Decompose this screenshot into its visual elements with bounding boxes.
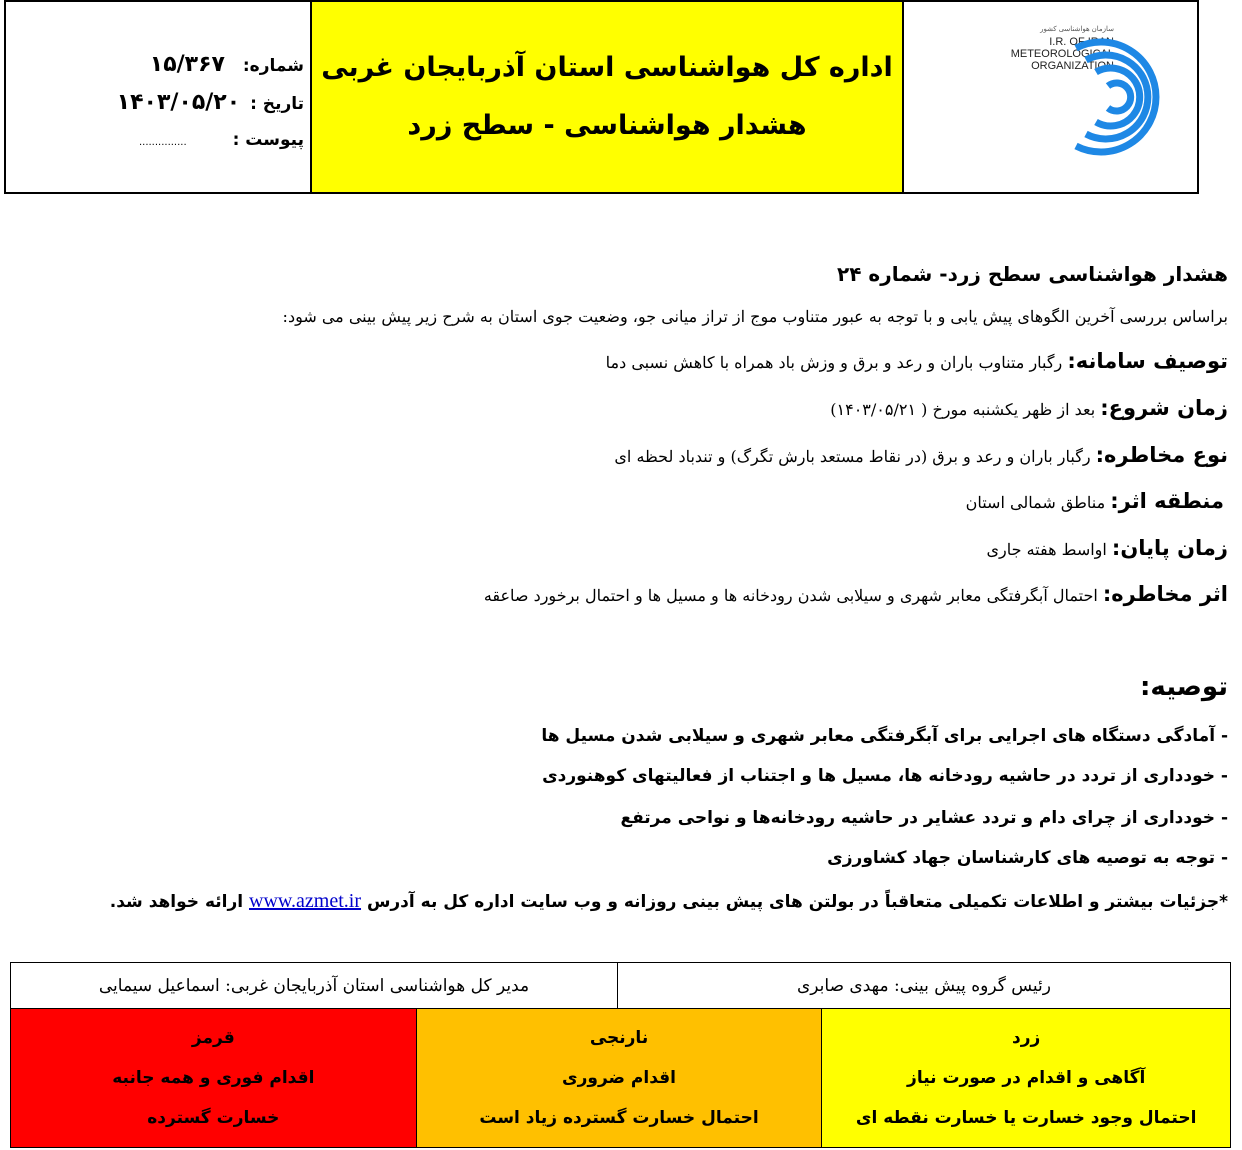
number-row [150,52,304,77]
field-value: رگبار متناوب باران و رعد و برق و وزش باد همراه با کاهش نسبی دما [605,353,1068,372]
field-value: احتمال آبگرفتگی معابر شهری و سیلابی شدن رودخانه ها و مسیل ها و احتمال برخورد صاعقه [483,586,1103,605]
field-key: توصیف سامانه: [1067,349,1228,373]
field-key: اثر مخاطره: [1102,582,1228,606]
website-link[interactable]: www.azmet.ir [249,890,362,912]
field-key: منطقه اثر: [1110,489,1224,513]
level-yellow [822,1009,1231,1148]
warning-intro: براساس بررسی آخرین الگوهای پیش یابی و با توجه به عبور متناوب موج از تراز میانی جو، وضعیت جوی استان به شرح زیر پیش بینی می شود: [282,307,1228,326]
logo-fa-text: سازمان هواشناسی کشور [1040,26,1114,33]
level-name: قرمز [191,1028,235,1048]
level-action: اقدام فوری و همه جانبه [112,1068,315,1088]
level-impact: احتمال خسارت گسترده زیاد است [479,1108,759,1128]
warning-levels-table [10,1008,1231,1148]
level-red [11,1009,417,1148]
letter-meta [6,2,310,192]
system-description-row [606,349,1228,373]
level-action: اقدام ضروری [562,1068,676,1088]
logo-en-line1: I.R. OF IRAN [1049,36,1114,48]
hazard-type-row [614,443,1228,467]
attachment-row [139,130,304,150]
field-key: نوع مخاطره: [1095,443,1228,467]
field-value: رگبار باران و رعد و برق (در نقاط مستعد بارش تگرگ) و تندباد لحظه ای [614,447,1096,466]
number-label: شماره: [242,56,304,76]
end-time-row [987,536,1229,560]
recommendation-item: - توجه به توصیه های کارشناسان جهاد کشاورزی [827,848,1228,868]
levels-row [11,1009,1231,1148]
meteorological-organization-logo-icon [1066,28,1188,166]
forecast-head-signature: رئیس گروه پیش بینی: مهدی صابری [618,963,1231,1010]
note-suffix: ارائه خواهد شد. [109,892,244,912]
warning-heading: هشدار هواشناسی سطح زرد- شماره ۲۴ [837,262,1228,286]
logo-area [904,2,1197,192]
field-key: زمان پایان: [1111,536,1228,560]
number-value: ۱۵/۳۶۷ [149,52,225,77]
details-note [110,890,1228,913]
recommendation-item: - آمادگی دستگاه های اجرایی برای آبگرفتگی معابر شهری و سیلابی شدن مسیل ها [541,726,1228,746]
affected-area-row [966,489,1224,513]
start-time-row [830,396,1228,420]
signature-and-levels-table [10,962,1231,1010]
letterhead [4,0,1199,194]
field-key: زمان شروع: [1100,396,1228,420]
director-signature: مدیر کل هواشناسی استان آذربایجان غربی: اسماعیل سیمایی [11,963,618,1010]
level-name: نارنجی [589,1028,649,1048]
note-prefix: *جزئیات بیشتر و اطلاعات تکمیلی متعاقباً در بولتن های پیش بینی روزانه و وب سایت اداره کل به آدرس [366,892,1228,912]
level-action: آگاهی و اقدام در صورت نیاز [907,1068,1146,1088]
hazard-effect-row [484,582,1228,606]
date-label: تاریخ : [250,94,304,114]
level-name: زرد [1012,1028,1041,1048]
recommendation-item: - خودداری از چرای دام و تردد عشایر در حاشیه رودخانه‌ها و نواحی مرتفع [620,808,1228,828]
level-impact: خسارت گسترده [147,1108,280,1128]
office-title: اداره کل هواشناسی استان آذربایجان غربی [321,52,893,83]
date-row [117,90,304,115]
attachment-value: ............... [138,137,187,148]
title-box [310,2,904,192]
field-value: اواسط هفته جاری [986,540,1112,559]
field-value: مناطق شمالی استان [965,493,1111,512]
recommendation-item: - خودداری از تردد در حاشیه رودخانه ها، مسیل ها و اجتناب از فعالیتهای کوهنوردی [542,766,1228,786]
logo-en-line2: METEOROLOGICAL [1010,48,1114,60]
logo-en-line3: ORGANIZATION [1031,60,1114,72]
level-impact: احتمال وجود خسارت یا خسارت نقطه ای [855,1108,1197,1128]
signature-row [11,963,1231,1010]
level-orange [416,1009,822,1148]
recommendations-heading: توصیه: [1140,672,1228,702]
attachment-label: پیوست : [232,130,304,150]
warning-level-title: هشدار هواشناسی - سطح زرد [407,110,807,141]
date-value: ۱۴۰۳/۰۵/۲۰ [116,90,241,115]
field-value: بعد از ظهر یکشنبه مورخ ( ۱۴۰۳/۰۵/۲۱) [830,400,1101,419]
